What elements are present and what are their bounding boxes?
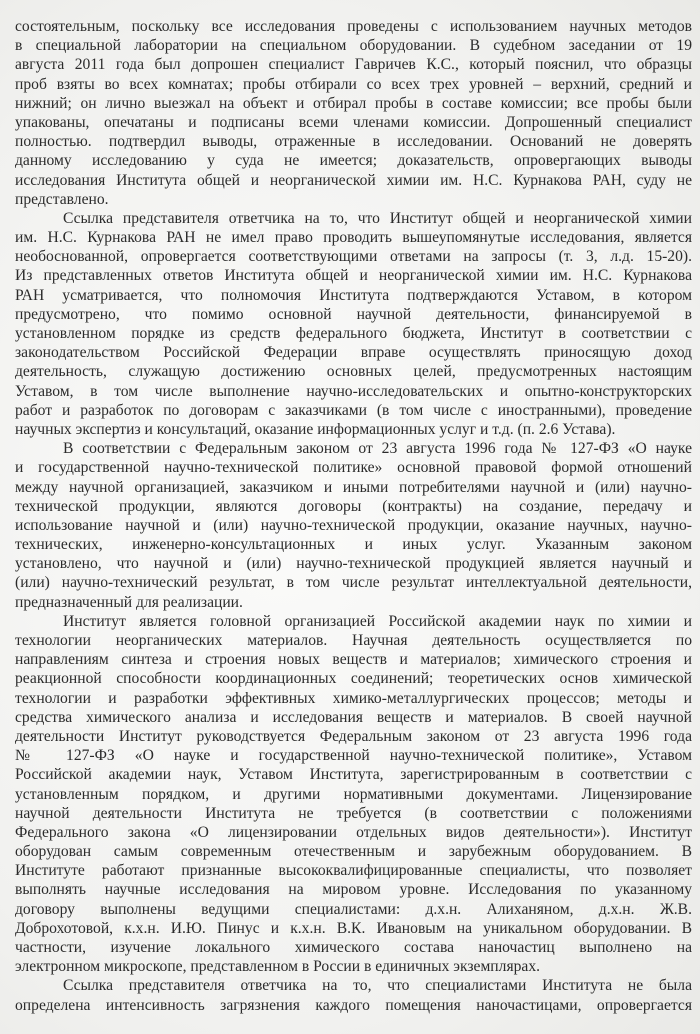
text-line: Федерального закона «О лицензировании отдельных видов деятельности»). Институт <box>15 823 692 841</box>
text-line: и государственной научно-технической политике» основной правовой формой отношений <box>15 459 692 477</box>
text-line: реакционной способности координационных соединений; теоретических основ химической <box>15 670 692 688</box>
text-line: полностью. подтвердил выводы, отраженные в исследовании. Оснований не доверять <box>15 133 692 151</box>
text-line: Российской академии наук, Уставом Института, зарегистрированным в соответствии с <box>15 766 692 784</box>
text-line: Ссылка представителя ответчика на то, что специалистами Института не была <box>63 977 692 995</box>
text-line: научной деятельности Института не требуется (в соответствии с положениями <box>15 804 692 822</box>
text-line: технических, инженерно-консультационных и иных услуг. Указанным законом <box>15 536 692 554</box>
text-line: необоснованной, опровергается соответствующими ответами на запросы (т. 3, л.д. 15-20). <box>15 248 692 266</box>
text-line: установленном порядке из средств федерального бюджета, Институт в соответствии с <box>15 325 692 342</box>
text-line: Институте работают признанные высококвалифицированные специалисты, что позволяет <box>15 862 692 880</box>
text-line: августа 2011 года был допрошен специалист Гавричев К.С., который пояснил, что образцы <box>15 56 692 74</box>
text-line: данному исследованию у суда не имеется; доказательств, опровергающих выводы <box>15 152 692 170</box>
text-line: им. Н.С. Курнакова РАН не имел право проводить вышеупомянутые исследования, является <box>15 229 692 247</box>
text-line: состоятельным, поскольку все исследования проведены с использованием научных методов <box>15 18 692 35</box>
text-line: электронном микроскопе, представленном в России в единичных экземплярах. <box>15 958 541 976</box>
text-line: Уставом, в том числе выполнение научно-исследовательских и опытно-конструкторских <box>15 382 692 400</box>
text-line: предусмотрено, что помимо основной научной деятельности, финансируемой в <box>15 305 692 323</box>
text-line: РАН усматривается, что полномочия Института подтверждаются Уставом, в котором <box>15 286 692 304</box>
text-line: в специальной лаборатории на специальном оборудовании. В судебном заседании от 19 <box>15 37 692 55</box>
text-line: установленным порядком, и другими нормативными документами. Лицензирование <box>15 785 692 803</box>
text-line: между научной организацией, заказчиком и иными потребителями научной и (или) научно- <box>15 478 692 496</box>
document-body <box>15 17 692 1015</box>
text-line: технической продукции, являются договоры (контракты) на создание, передачу и <box>15 497 692 515</box>
text-line: технологии и разработки эффективных химико-металлургических процессов; методы и <box>15 689 692 707</box>
text-line: договору выполнены ведущими специалистами: д.х.н. Алиханяном, д.х.н. Ж.В. <box>15 900 692 918</box>
text-line: Доброхотовой, к.х.н. И.Ю. Пинус и к.х.н. В.К. Ивановым на уникальном оборудовании. В <box>15 919 692 937</box>
text-line: технологии неорганических материалов. Научная деятельность осуществляется по <box>15 632 692 649</box>
text-line: представлено. <box>15 190 109 208</box>
text-line: выполнять научные исследования на мировом уровне. Исследования по указанному <box>15 881 692 899</box>
text-line: упакованы, опечатаны и подписаны всеми членами комиссии. Допрошенный специалист <box>15 113 692 131</box>
text-line: использование научной и (или) научно-технической продукции, оказание научных, научно- <box>15 516 692 534</box>
text-line: исследования Института общей и неорганической химии им. Н.С. Курнакова РАН, суду не <box>15 171 692 189</box>
text-line: определена интенсивность загрязнения каждого помещения наночастицами, опровергается <box>15 996 692 1014</box>
text-line: работ и разработок по договорам с заказчиками (в том числе с иностранными), проведение <box>15 401 692 419</box>
text-line: нижний; он лично выезжал на объект и отбирал пробы в составе комиссии; все пробы были <box>15 94 692 112</box>
text-line: В соответствии с Федеральным законом от 23 августа 1996 года № 127-ФЗ «О науке <box>63 440 692 458</box>
text-line: оборудован самым современным отечественным и зарубежным оборудованием. В <box>15 843 692 861</box>
text-line: научных экспертиз и консультаций, оказание информационных услуг и т.д. (п. 2.6 Устава). <box>15 420 616 438</box>
text-line: средства химического анализа и исследования веществ и материалов. В своей научной <box>15 708 692 726</box>
text-line: деятельности Институт руководствуется Федеральным законом от 23 августа 1996 года <box>15 727 692 745</box>
text-line: деятельность, служащую достижению основных целей, предусмотренных настоящим <box>15 363 692 381</box>
text-line: (или) научно-технический результат, в том числе результат интеллектуальной деятельности, <box>15 574 692 592</box>
text-line: направлениям синтеза и строения новых веществ и материалов; химического строения и <box>15 651 692 669</box>
text-line: № 127-ФЗ «О науке и государственной научно-технической политике», Уставом <box>15 747 692 765</box>
text-line: предназначенный для реализации. <box>15 593 243 611</box>
text-line: установлено, что научной и (или) научно-технической продукцией является научный и <box>15 555 692 573</box>
text-line: Из представленных ответов Института общей и неорганической химии им. Н.С. Курнакова <box>15 267 692 285</box>
text-line: проб взяты во всех комнатах; пробы отбирали со всех трех уровней – верхний, средний и <box>15 75 692 93</box>
text-line: законодательством Российской Федерации вправе осуществлять приносящую доход <box>15 344 692 362</box>
text-line: Институт является головной организацией Российской академии наук по химии и <box>63 612 692 630</box>
text-line: частности, изучение локального химического состава наночастиц выполнено на <box>15 939 692 956</box>
text-line: Ссылка представителя ответчика на то, что Институт общей и неорганической химии <box>63 209 692 227</box>
